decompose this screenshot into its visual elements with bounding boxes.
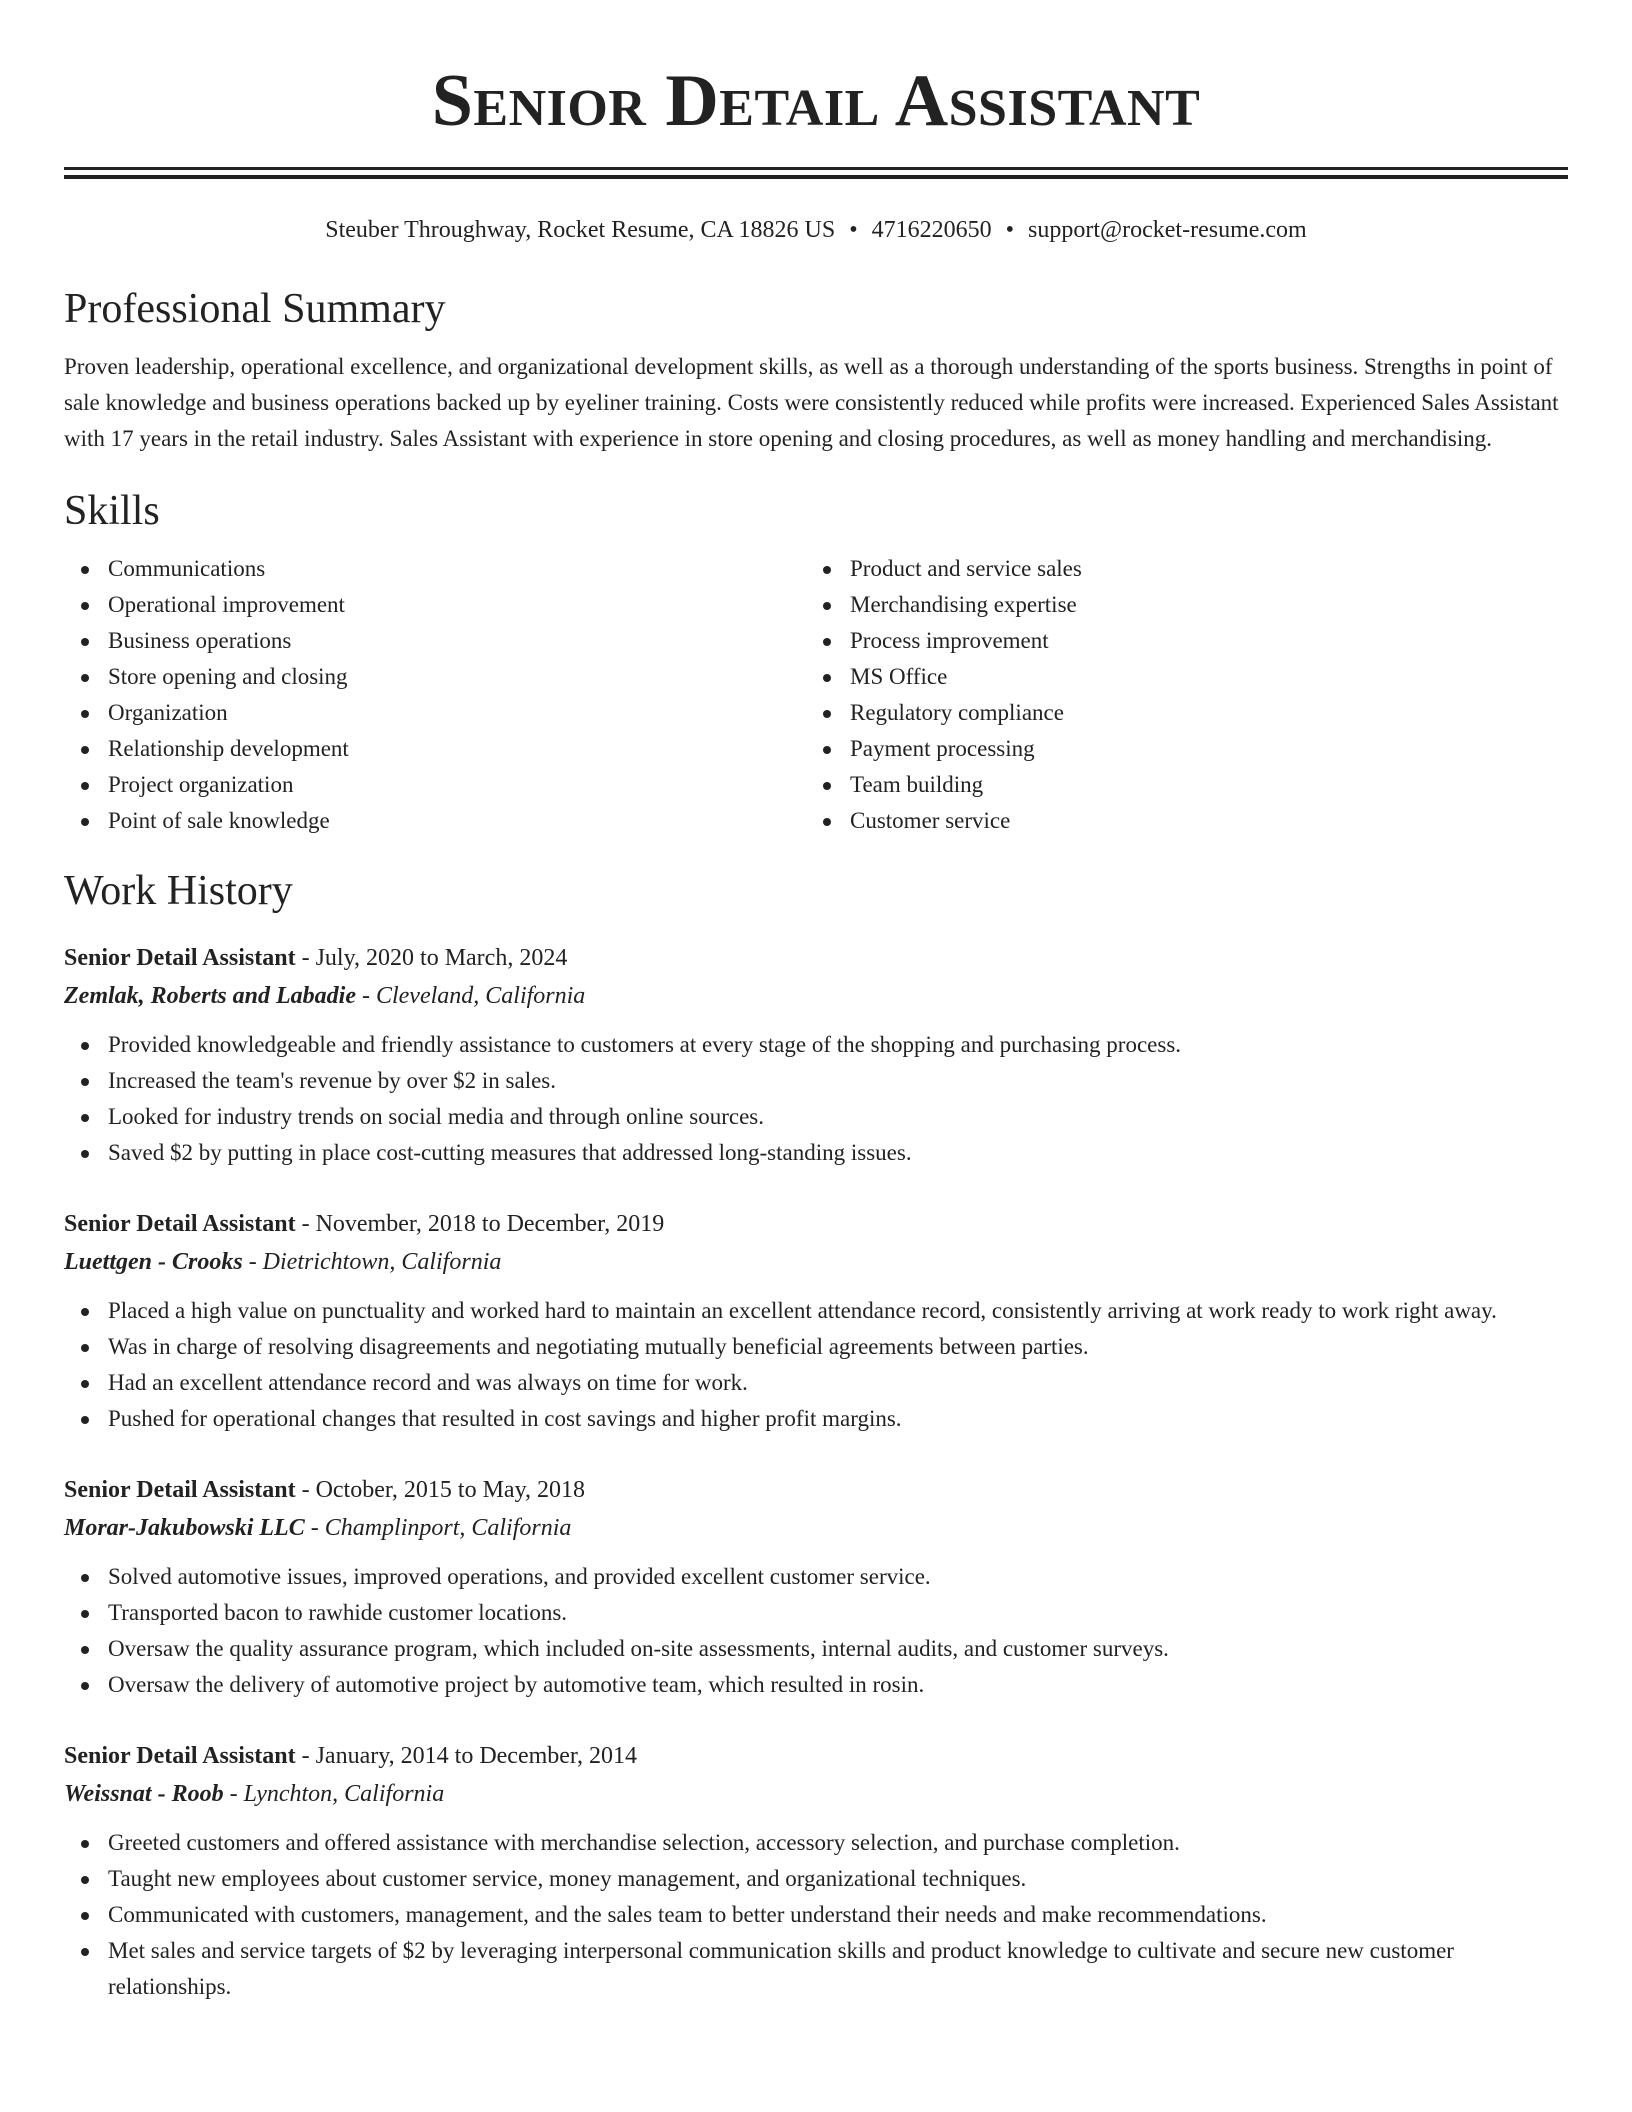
- contact-address: Steuber Throughway, Rocket Resume, CA 18826 US: [325, 217, 836, 243]
- job-duties: [64, 1293, 1568, 1437]
- skills-column-left: [64, 551, 806, 839]
- contact-email: support@rocket-resume.com: [1028, 217, 1307, 243]
- job-duties: [64, 1825, 1568, 2005]
- skills-heading: Skills: [64, 488, 160, 534]
- contact-separator: •: [1005, 217, 1015, 243]
- job-header: [64, 1737, 1568, 1775]
- skill-item: Team building: [806, 767, 1548, 803]
- job-header: [64, 1205, 1568, 1243]
- job-duty: Saved $2 by putting in place cost-cutting measures that addressed long-standing issues.: [64, 1135, 1568, 1171]
- job-dates: - January, 2014 to December, 2014: [295, 1743, 637, 1769]
- job-company: Weissnat - Roob: [64, 1781, 224, 1807]
- job-duty: Greeted customers and offered assistance with merchandise selection, accessory selection, and purchase completion.: [64, 1825, 1568, 1861]
- skill-item: Communications: [64, 551, 806, 587]
- contact-line: [64, 215, 1568, 245]
- job-employer-line: [64, 977, 1568, 1015]
- job-duty: Pushed for operational changes that resulted in cost savings and higher profit margins.: [64, 1401, 1568, 1437]
- job-duty: Looked for industry trends on social media and through online sources.: [64, 1099, 1568, 1135]
- job-duty: Communicated with customers, management, and the sales team to better understand their needs and make recommendations.: [64, 1897, 1568, 1933]
- skill-item: Business operations: [64, 623, 806, 659]
- job-entry: [64, 1205, 1568, 1437]
- job-title: Senior Detail Assistant: [64, 945, 296, 971]
- job-employer-line: [64, 1775, 1568, 1813]
- job-duty: Met sales and service targets of $2 by leveraging interpersonal communication skills and product knowledge to cultivate and secure new customer relationships.: [64, 1933, 1568, 2005]
- job-header: [64, 939, 1568, 977]
- job-location: - Lynchton, California: [223, 1781, 445, 1807]
- candidate-name: Senior Detail Assistant: [431, 60, 1201, 142]
- skills-column-right: [806, 551, 1548, 839]
- job-title: Senior Detail Assistant: [64, 1211, 296, 1237]
- skill-item: Process improvement: [806, 623, 1548, 659]
- job-employer-line: [64, 1509, 1568, 1547]
- job-entry: [64, 1471, 1568, 1703]
- job-header: [64, 1471, 1568, 1509]
- job-company: Zemlak, Roberts and Labadie: [64, 983, 356, 1009]
- header-divider: [64, 167, 1568, 179]
- job-duty: Increased the team's revenue by over $2 in sales.: [64, 1063, 1568, 1099]
- skill-item: Regulatory compliance: [806, 695, 1548, 731]
- skill-item: Merchandising expertise: [806, 587, 1548, 623]
- job-duty: Solved automotive issues, improved operations, and provided excellent customer service.: [64, 1559, 1568, 1595]
- summary-text: Proven leadership, operational excellence, and organizational development skills, as well as a thorough understanding of the sports business. Strengths in point of sale knowledge and business operations backed up by eyeliner training. Costs were consistently reduced while profits were increased. Experienced Sales Assistant with 17 years in the retail industry. Sales Assistant with experience in store opening and closing procedures, as well as money handling and merchandising.: [64, 354, 1559, 451]
- contact-phone: 4716220650: [871, 217, 992, 243]
- job-dates: - November, 2018 to December, 2019: [295, 1211, 665, 1237]
- job-title: Senior Detail Assistant: [64, 1743, 296, 1769]
- skill-item: Customer service: [806, 803, 1548, 839]
- job-duty: Taught new employees about customer service, money management, and organizational techniques.: [64, 1861, 1568, 1897]
- job-title: Senior Detail Assistant: [64, 1477, 296, 1503]
- job-dates: - October, 2015 to May, 2018: [295, 1477, 586, 1503]
- job-duty: Oversaw the delivery of automotive project by automotive team, which resulted in rosin.: [64, 1667, 1568, 1703]
- job-dates: - July, 2020 to March, 2024: [295, 945, 568, 971]
- job-location: - Champlinport, California: [304, 1515, 572, 1541]
- job-duties: [64, 1559, 1568, 1703]
- job-entry: [64, 939, 1568, 1171]
- skill-item: Point of sale knowledge: [64, 803, 806, 839]
- job-company: Morar-Jakubowski LLC: [64, 1515, 305, 1541]
- job-employer-line: [64, 1243, 1568, 1281]
- skill-item: Organization: [64, 695, 806, 731]
- summary-heading: Professional Summary: [64, 286, 446, 332]
- resume-page: [64, 0, 1568, 2005]
- contact-separator: •: [849, 217, 858, 243]
- skill-item: Product and service sales: [806, 551, 1548, 587]
- job-duty: Was in charge of resolving disagreements and negotiating mutually beneficial agreements between parties.: [64, 1329, 1568, 1365]
- skill-item: Operational improvement: [64, 587, 806, 623]
- job-location: - Cleveland, California: [355, 983, 586, 1009]
- job-entry: [64, 1737, 1568, 2005]
- work-history-heading: Work History: [64, 868, 293, 914]
- skill-item: Relationship development: [64, 731, 806, 767]
- job-location: - Dietrichtown, California: [242, 1249, 502, 1275]
- job-duties: [64, 1027, 1568, 1171]
- job-duty: Oversaw the quality assurance program, which included on-site assessments, internal audits, and customer surveys.: [64, 1631, 1568, 1667]
- skill-item: MS Office: [806, 659, 1548, 695]
- job-duty: Provided knowledgeable and friendly assistance to customers at every stage of the shopping and purchasing process.: [64, 1027, 1568, 1063]
- skill-item: Payment processing: [806, 731, 1548, 767]
- skill-item: Store opening and closing: [64, 659, 806, 695]
- skill-item: Project organization: [64, 767, 806, 803]
- job-company: Luettgen - Crooks: [64, 1249, 243, 1275]
- job-duty: Transported bacon to rawhide customer locations.: [64, 1595, 1568, 1631]
- job-duty: Placed a high value on punctuality and worked hard to maintain an excellent attendance record, consistently arriving at work ready to work right away.: [64, 1293, 1568, 1329]
- job-duty: Had an excellent attendance record and was always on time for work.: [64, 1365, 1568, 1401]
- skills-list: [64, 551, 1568, 839]
